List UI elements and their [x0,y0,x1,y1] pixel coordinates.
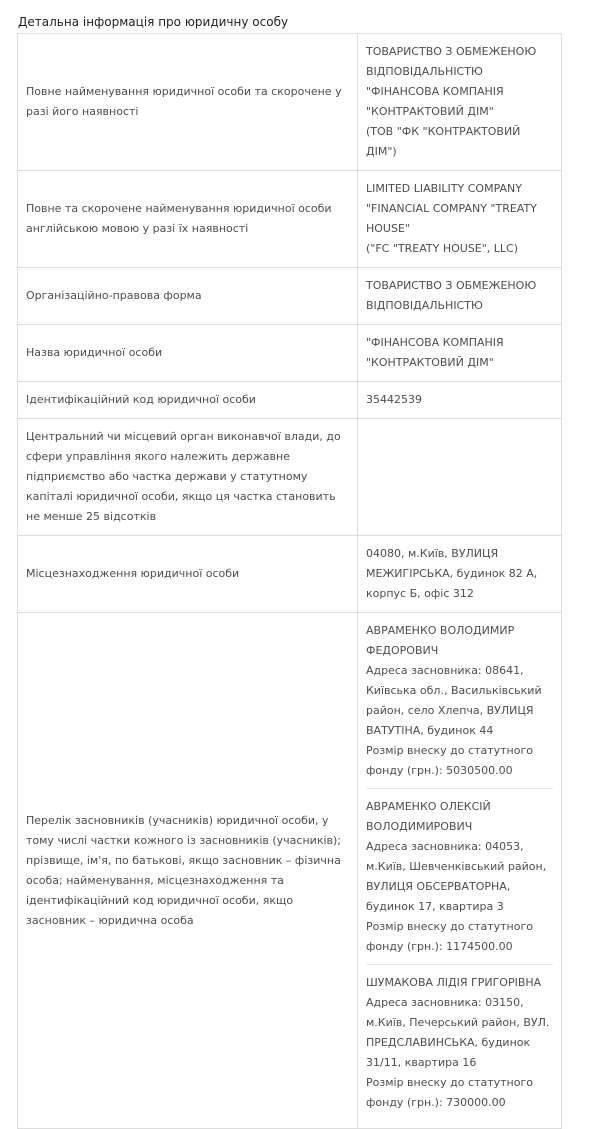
field-value [358,382,562,419]
founder-address: Адреса засновника: 08641, Київська обл., Васильківський район, село Хлепча, ВУЛИЦЯ ВАТУТІНА, будинок 44 [366,664,542,737]
field-value-line: 04080, м.Київ, ВУЛИЦЯ МЕЖИГІРСЬКА, будинок 82 А, корпус Б, офіс 312 [366,547,538,600]
founder-item [366,973,553,1120]
field-value [358,419,562,536]
founder-name: АВРАМЕНКО ОЛЕКСІЙ ВОЛОДИМИРОВИЧ [366,800,491,833]
field-label: Повне найменування юридичної особи та скорочене у разі його наявності [18,34,358,171]
field-value-line: (ТОВ "ФК "КОНТРАКТОВИЙ ДІМ") [366,125,521,158]
founder-name: ШУМАКОВА ЛІДІЯ ГРИГОРІВНА [366,976,542,989]
founder-contribution: Розмір внеску до статутного фонду (грн.): 1174500.00 [366,920,533,953]
field-label: Місцезнаходження юридичної особи [18,536,358,613]
field-label: Назва юридичної особи [18,325,358,382]
table-row-founders [18,613,562,1129]
founder-address: Адреса засновника: 04053, м.Київ, Шевченківський район, ВУЛИЦЯ ОБСЕРВАТОРНА, будинок 17, квартира 3 [366,840,547,913]
field-value-line: LIMITED LIABILITY COMPANY "FINANCIAL COMPANY "TREATY HOUSE" [366,182,537,235]
founder-item [366,621,553,789]
table-row [18,171,562,268]
field-label: Організаційно-правова форма [18,268,358,325]
field-value [358,268,562,325]
page-title: Детальна інформація про юридичну особу [18,15,289,29]
founder-contribution: Розмір внеску до статутного фонду (грн.): 5030500.00 [366,744,533,777]
field-value [358,325,562,382]
field-label: Ідентифікаційний код юридичної особи [18,382,358,419]
founder-name: АВРАМЕНКО ВОЛОДИМИР ФЕДОРОВИЧ [366,624,515,657]
table-row [18,34,562,171]
field-value [358,34,562,171]
founder-contribution: Розмір внеску до статутного фонду (грн.): 730000.00 [366,1076,533,1109]
table-row [18,536,562,613]
field-value-line: ("FC "TREATY HOUSE", LLC) [366,242,519,255]
field-value [358,536,562,613]
field-label: Центральний чи місцевий орган виконавчої влади, до сфери управління якого належить державне підприємство або частка держави у статутному капіталі юридичної особи, якщо ця частка становить не менше 25 відсотків [18,419,358,536]
field-label: Повне та скорочене найменування юридичної особи англійською мовою у разі їх наявності [18,171,358,268]
field-value [358,171,562,268]
table-row [18,325,562,382]
field-value-line: 35442539 [366,393,422,406]
table-row [18,419,562,536]
entity-info-table [17,33,562,1129]
table-row [18,382,562,419]
field-value-line: "ФІНАНСОВА КОМПАНІЯ "КОНТРАКТОВИЙ ДІМ" [366,336,504,369]
founder-item [366,797,553,965]
founder-address: Адреса засновника: 03150, м.Київ, Печерський район, ВУЛ. ПРЕДСЛАВИНСЬКА, будинок 31/11, квартира 16 [366,996,550,1069]
field-value-line: ТОВАРИСТВО З ОБМЕЖЕНОЮ ВІДПОВІДАЛЬНІСТЮ "ФІНАНСОВА КОМПАНІЯ "КОНТРАКТОВИЙ ДІМ" [366,45,537,118]
table-row [18,268,562,325]
field-value-line: ТОВАРИСТВО З ОБМЕЖЕНОЮ ВІДПОВІДАЛЬНІСТЮ [366,279,537,312]
founders-list [358,613,562,1129]
founders-label: Перелік засновників (учасників) юридичної особи, у тому числі частки кожного із засновників (учасників); прізвище, ім'я, по батькові, якщо засновник – фізична особа; найменування, місцезнаходження та ідентифікаційний код юридичної особи, якщо засновник – юридична особа [18,613,358,1129]
